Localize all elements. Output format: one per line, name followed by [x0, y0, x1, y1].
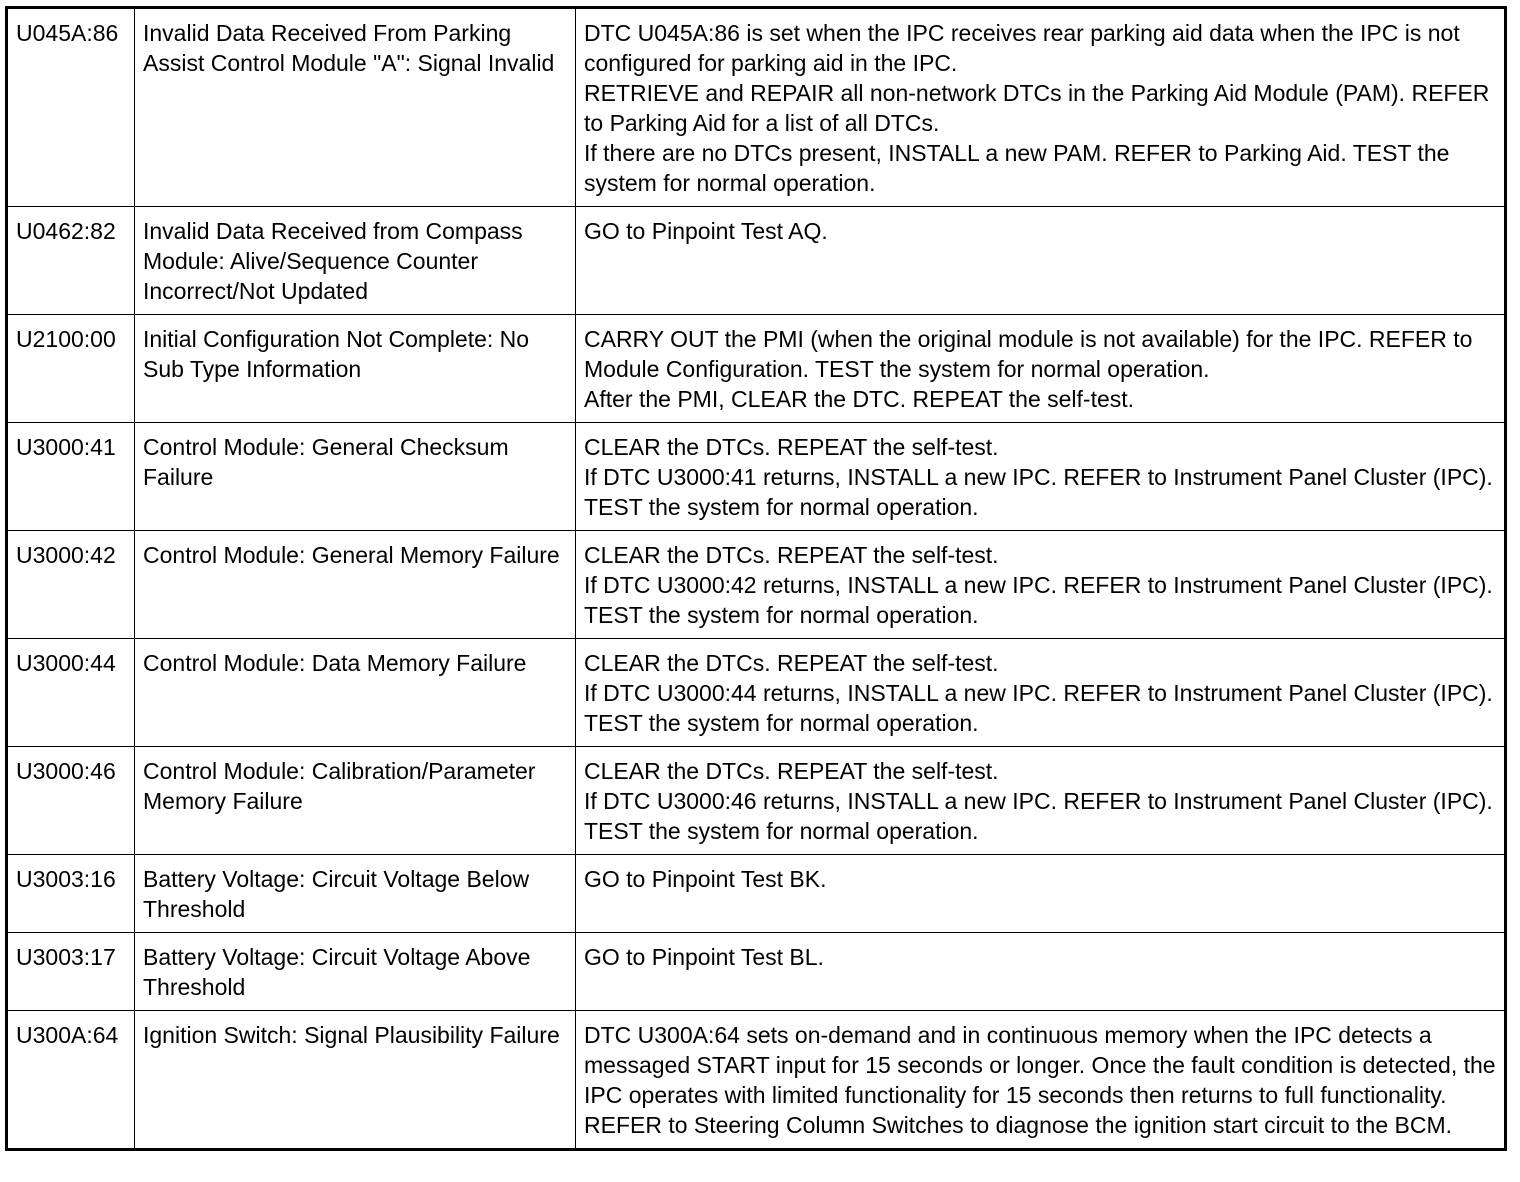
- table-row: [7, 8, 1506, 207]
- action-paragraph: GO to Pinpoint Test BK.: [584, 866, 827, 892]
- action-paragraph: RETRIEVE and REPAIR all non-network DTCs in the Parking Aid Module (PAM). REFER to Parking Aid for a list of all DTCs.: [584, 80, 1490, 136]
- dtc-action-cell: [576, 933, 1506, 1011]
- dtc-code-cell: U045A:86: [7, 8, 135, 207]
- dtc-description-cell: Battery Voltage: Circuit Voltage Above Threshold: [135, 933, 576, 1011]
- table-row: [7, 1011, 1506, 1150]
- action-paragraph: CLEAR the DTCs. REPEAT the self-test.: [584, 650, 999, 676]
- dtc-code-cell: U3000:41: [7, 423, 135, 531]
- dtc-description-cell: Control Module: Data Memory Failure: [135, 639, 576, 747]
- dtc-table: [5, 6, 1507, 1151]
- table-row: [7, 747, 1506, 855]
- dtc-code-cell: U3000:44: [7, 639, 135, 747]
- action-paragraph: If there are no DTCs present, INSTALL a new PAM. REFER to Parking Aid. TEST the system for normal operation.: [584, 140, 1450, 196]
- table-row: [7, 855, 1506, 933]
- action-paragraph: CLEAR the DTCs. REPEAT the self-test.: [584, 542, 999, 568]
- table-row: [7, 207, 1506, 315]
- table-row: [7, 531, 1506, 639]
- dtc-code-cell: U3003:17: [7, 933, 135, 1011]
- dtc-description-cell: Ignition Switch: Signal Plausibility Failure: [135, 1011, 576, 1150]
- dtc-code-cell: U300A:64: [7, 1011, 135, 1150]
- action-paragraph: After the PMI, CLEAR the DTC. REPEAT the self-test.: [584, 386, 1135, 412]
- dtc-action-cell: [576, 639, 1506, 747]
- action-paragraph: If DTC U3000:46 returns, INSTALL a new IPC. REFER to Instrument Panel Cluster (IPC). TEST the system for normal operation.: [584, 788, 1493, 844]
- dtc-description-cell: Control Module: General Checksum Failure: [135, 423, 576, 531]
- action-paragraph: If DTC U3000:42 returns, INSTALL a new IPC. REFER to Instrument Panel Cluster (IPC). TEST the system for normal operation.: [584, 572, 1493, 628]
- dtc-description-cell: Invalid Data Received from Compass Module: Alive/Sequence Counter Incorrect/Not Updated: [135, 207, 576, 315]
- dtc-description-cell: Control Module: Calibration/Parameter Memory Failure: [135, 747, 576, 855]
- dtc-action-cell: [576, 1011, 1506, 1150]
- dtc-description-cell: Invalid Data Received From Parking Assist Control Module "A": Signal Invalid: [135, 8, 576, 207]
- dtc-action-cell: [576, 8, 1506, 207]
- dtc-action-cell: [576, 423, 1506, 531]
- dtc-description-cell: Initial Configuration Not Complete: No Sub Type Information: [135, 315, 576, 423]
- dtc-code-cell: U3000:46: [7, 747, 135, 855]
- table-row: [7, 933, 1506, 1011]
- action-paragraph: GO to Pinpoint Test BL.: [584, 944, 824, 970]
- table-row: [7, 315, 1506, 423]
- table-row: [7, 639, 1506, 747]
- action-paragraph: GO to Pinpoint Test AQ.: [584, 218, 828, 244]
- action-paragraph: DTC U300A:64 sets on-demand and in continuous memory when the IPC detects a messaged START input for 15 seconds or longer. Once the fault condition is detected, the IPC operates with limited functionality for 15 seconds then returns to full functionality. REFER to Steering Column Switches to diagnose the ignition start circuit to the BCM.: [584, 1022, 1496, 1138]
- dtc-code-cell: U3003:16: [7, 855, 135, 933]
- table-row: [7, 423, 1506, 531]
- dtc-action-cell: [576, 315, 1506, 423]
- dtc-description-cell: Battery Voltage: Circuit Voltage Below Threshold: [135, 855, 576, 933]
- dtc-action-cell: [576, 855, 1506, 933]
- dtc-action-cell: [576, 207, 1506, 315]
- action-paragraph: CARRY OUT the PMI (when the original module is not available) for the IPC. REFER to Module Configuration. TEST the system for normal operation.: [584, 326, 1473, 382]
- dtc-code-cell: U2100:00: [7, 315, 135, 423]
- action-paragraph: If DTC U3000:41 returns, INSTALL a new IPC. REFER to Instrument Panel Cluster (IPC). TEST the system for normal operation.: [584, 464, 1493, 520]
- action-paragraph: CLEAR the DTCs. REPEAT the self-test.: [584, 758, 999, 784]
- dtc-code-cell: U3000:42: [7, 531, 135, 639]
- action-paragraph: CLEAR the DTCs. REPEAT the self-test.: [584, 434, 999, 460]
- dtc-table-body: [7, 8, 1506, 1150]
- dtc-action-cell: [576, 531, 1506, 639]
- dtc-action-cell: [576, 747, 1506, 855]
- action-paragraph: DTC U045A:86 is set when the IPC receives rear parking aid data when the IPC is not configured for parking aid in the IPC.: [584, 20, 1460, 76]
- dtc-code-cell: U0462:82: [7, 207, 135, 315]
- dtc-description-cell: Control Module: General Memory Failure: [135, 531, 576, 639]
- action-paragraph: If DTC U3000:44 returns, INSTALL a new IPC. REFER to Instrument Panel Cluster (IPC). TEST the system for normal operation.: [584, 680, 1493, 736]
